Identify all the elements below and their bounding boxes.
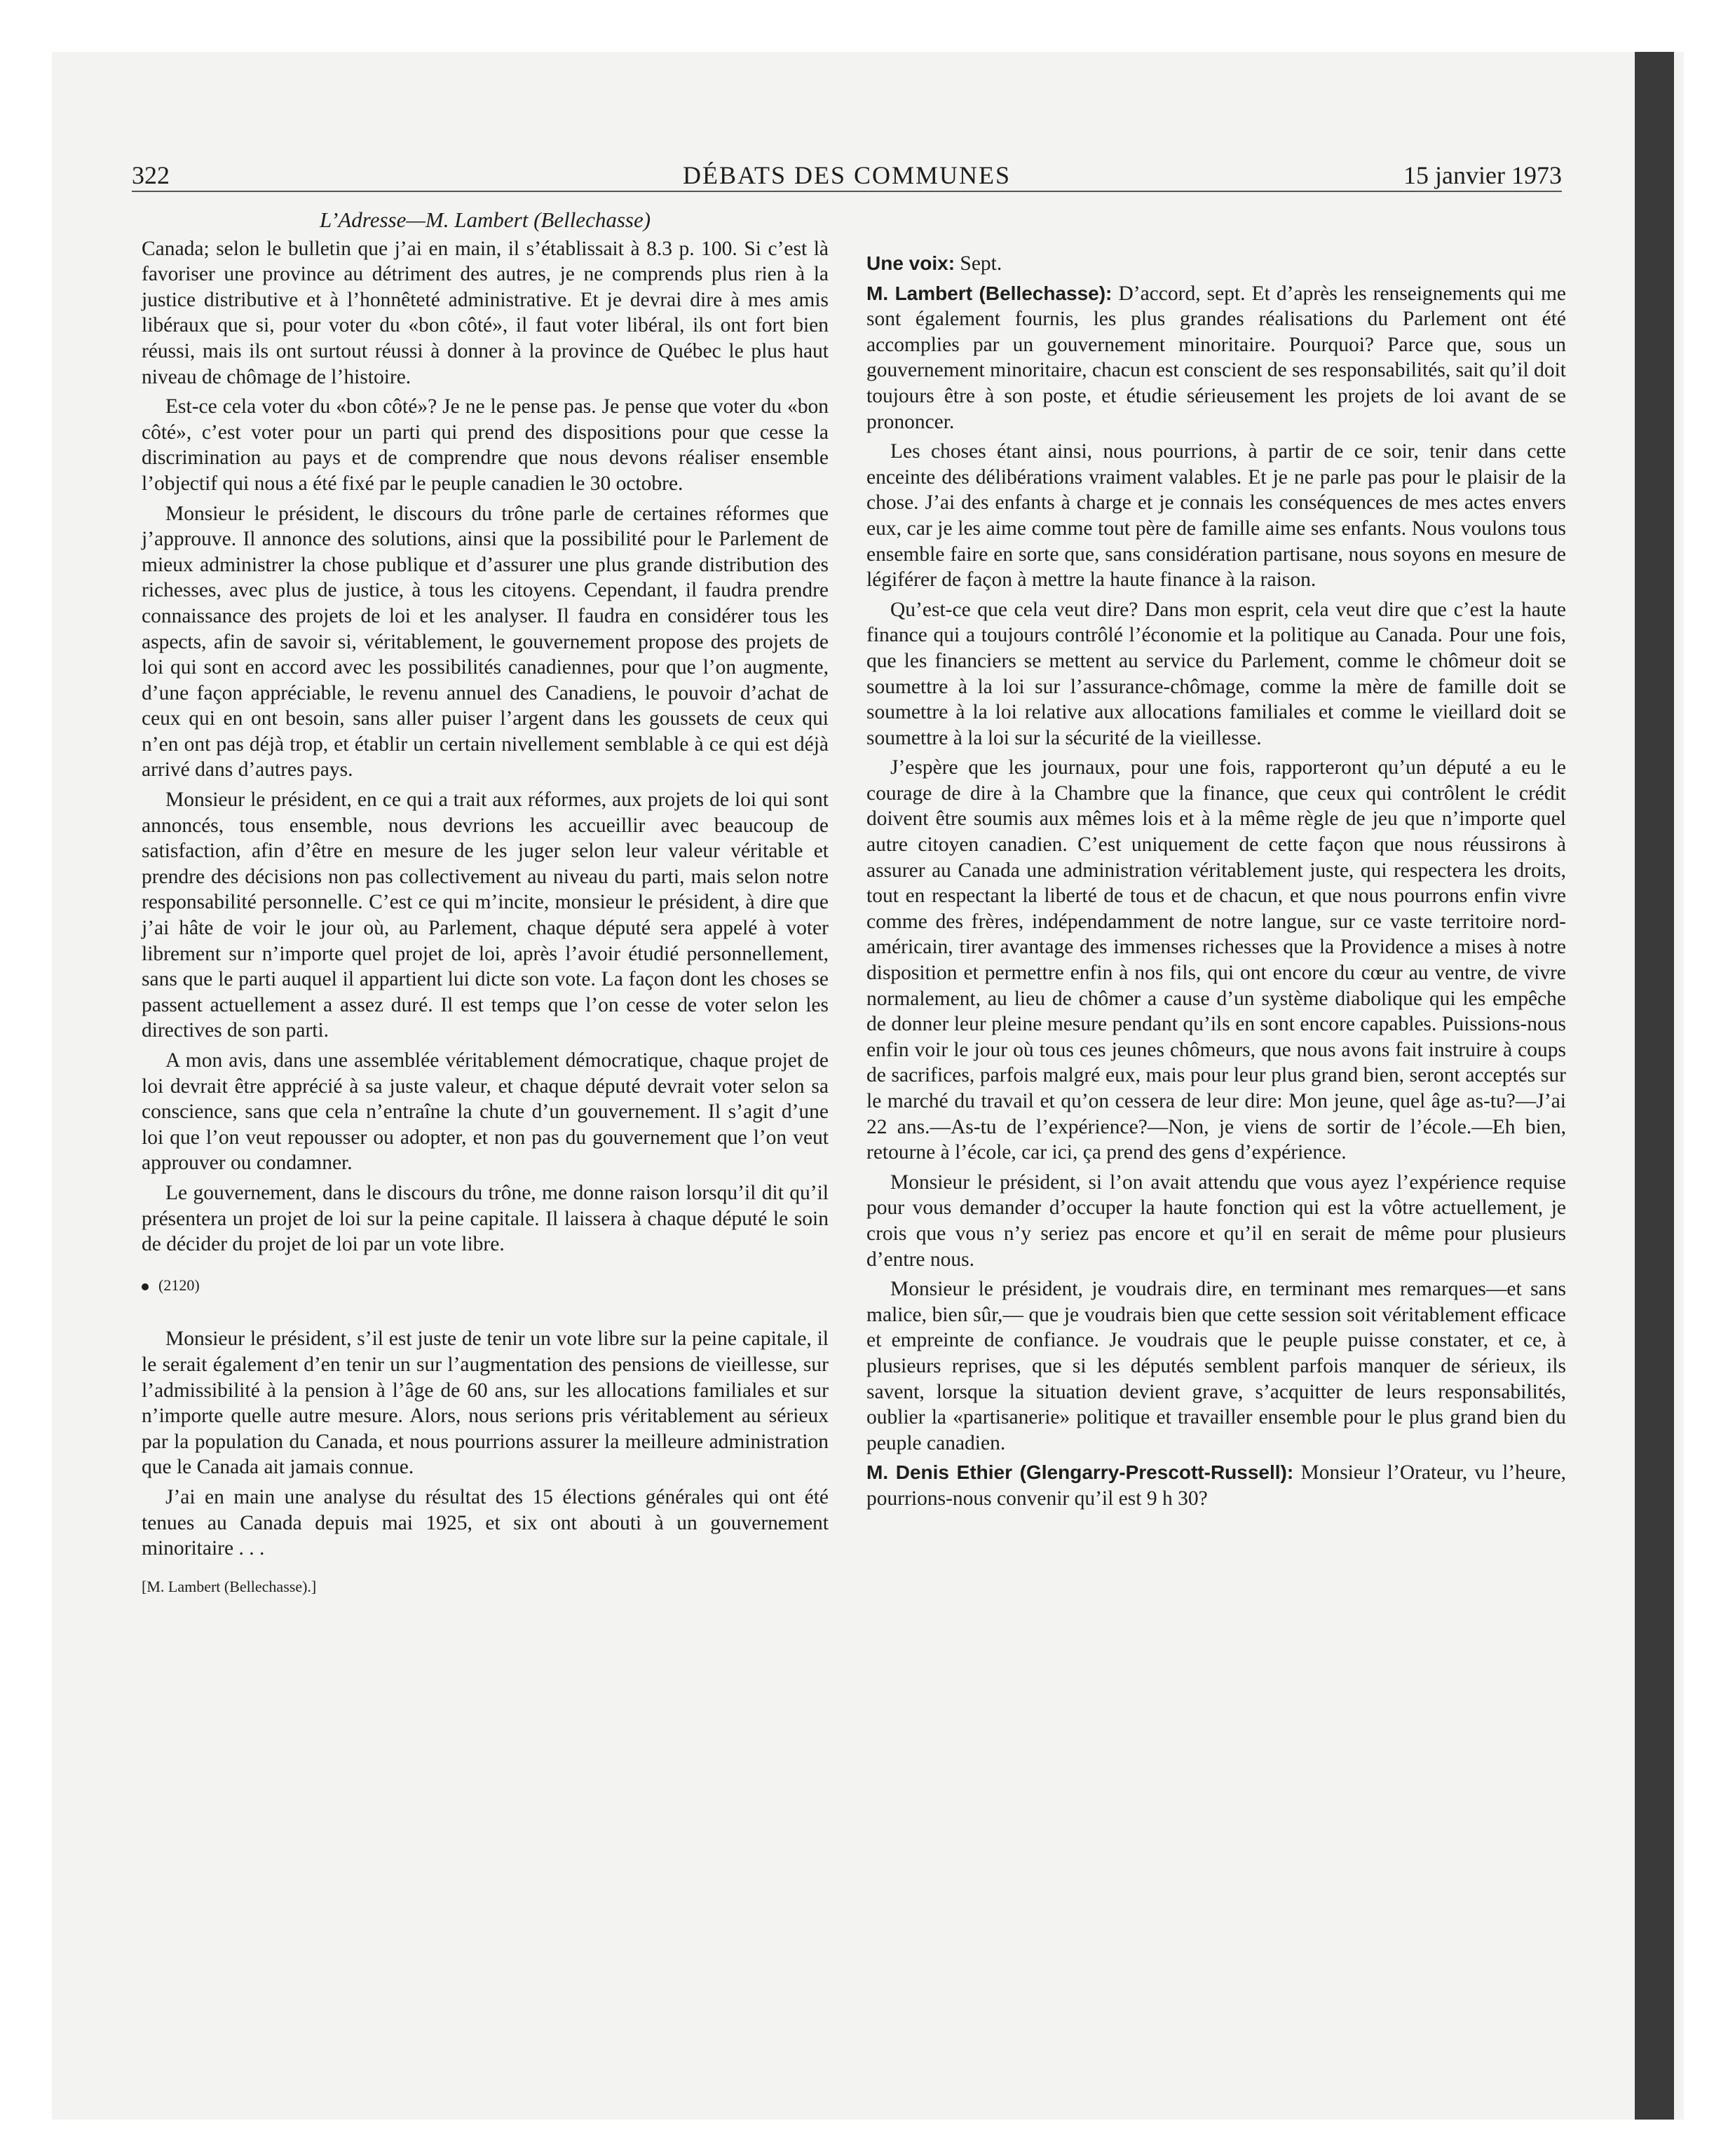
paragraph: J’ai en main une analyse du résultat des 15 élections générales qui ont été tenues au Canada depuis mai 1925, et six ont abouti à un gouvernement minoritaire . . . [142,1485,829,1560]
paragraph: Monsieur le président, je voudrais dire, en terminant mes remarques—et sans malice, bien sûr,— que je voudrais bien que cette session soit véritablement efficace et empreinte de confiance. Je voudrais que le peuple puisse constater, et ce, à plusieurs reprises, que si les députés semblent parfois manquer de sérieux, ils savent, lorsque la situation devient grave, s’acquitter de leurs responsabilités, oublier la «partisanerie» politique et travailler ensemble pour le plus grand bien du peuple canadien. [866,1278,1566,1454]
paragraph: Monsieur le président, le discours du trône parle de certaines réformes que j’approuve. Il annonce des solutions, ainsi que la possibilité pour le Parlement de mieux administrer la chose publique et d’assurer une plus grande distribution des richesses, avec plus de justice, à tous les citoyens. Cependant, il faudra prendre connaissance des projets de loi et les analyser. Il faudra en considérer tous les aspects, afin de savoir si, véritablement, le gouvernement propose des projets de loi qui sont en accord avec les possibilités canadiennes, pour que l’on augmente, d’une façon appréciable, le revenu annuel des Canadiens, le pouvoir d’achat de ceux qui en ont besoin, sans aller puiser l’argent dans les goussets de ceux qui n’en ont pas déjà trop, et établir un certain nivellement semblable à ce qui est déjà arrivé dans d’autres pays. [142,502,829,782]
speech-ethier [866,1460,1566,1511]
speech-text: D’accord, sept. Et d’après les renseignements qui me sont également fournis, les plus grandes réalisations du Parlement ont été accomplies par un gouvernement minoritaire. Pourquoi? Parce que, sous un gouvernement minoritaire, chacun est conscient de ses responsabilités, sait qu’il doit toujours être à son poste, et étudie sérieusement les projets de loi avant de se prononcer. [866,282,1566,433]
binding-edge [1635,52,1674,2120]
right-column [866,251,1566,1516]
speech-text: Monsieur l’Orateur, vu l’heure, pourrions-nous convenir qu’il est 9 h 30? [866,1461,1567,1510]
speech-voice [866,251,1566,277]
speech-lambert [866,281,1566,435]
paragraph: A mon avis, dans une assemblée véritablement démocratique, chaque projet de loi devrait être apprécié à sa juste valeur, et chaque député devrait voter selon sa conscience, sans que cela n’entraîne la chute d’un gouvernement. Il s’agit d’une loi que l’on veut repousser ou adopter, et non pas du gouvernement que l’on veut approuver ou condamner. [142,1049,829,1175]
paragraph: Monsieur le président, en ce qui a trait aux réformes, aux projets de loi qui sont annoncés, tous ensemble, nous devrions les accueillir avec beaucoup de satisfaction, afin d’être en mesure de les juger selon leur valeur véritable et prendre des décisions non pas collectivement au niveau du parti, mais selon notre responsabilité personnelle. C’est ce qui m’incite, monsieur le président, à dire que j’ai hâte de voir le jour où, au Parlement, chaque député sera appelé à voter librement sur n’importe quel projet de loi, après l’avoir étudié personnellement, sans que le parti auquel il appartient lui dicte son vote. La façon dont les choses se passent actuellement a assez duré. Il est temps que l’on cesse de voter selon les directives de son parti. [142,789,829,1042]
paragraph: Qu’est-ce que cela veut dire? Dans mon esprit, cela veut dire que c’est la haute finance qui a toujours contrôlé l’économie et la politique au Canada. Pour une fois, que les financiers se mettent au service du Parlement, comme le chômeur doit se soumettre à la loi sur l’assurance-chômage, comme la mère de famille doit se soumettre à la loi relative aux allocations familiales et comme le vieillard doit se soumettre à la loi sur la sécurité de la vieillesse. [866,598,1566,749]
journal-title: DÉBATS DES COMMUNES [682,161,1012,189]
section-subhead: L’Adresse—M. Lambert (Bellechasse) [319,207,651,232]
speaker-byline: [M. Lambert (Bellechasse).] [142,1577,317,1595]
bullet-icon [142,1283,149,1290]
speaker-name: M. Lambert (Bellechasse): [866,282,1113,304]
speaker-name: Une voix: [866,252,955,274]
time-marker-text: (2120) [158,1276,200,1294]
paragraph: Est-ce cela voter du «bon côté»? Je ne le pense pas. Je pense que voter du «bon côté», c’est voter pour un parti qui prend des dispositions pour que cesse la discrimination au pays et de comprendre que nous devons réaliser ensemble l’objectif qui nous a été fixé par le peuple canadien le 30 octobre. [142,395,829,495]
page-number: 322 [132,161,170,189]
paragraph: Monsieur le président, si l’on avait attendu que vous ayez l’expérience requise pour vous demander d’occuper la haute fonction qui est la vôtre actuellement, je crois que vous n’y seriez pas encore et qu’il en serait de même pour plusieurs d’entre nous. [866,1171,1566,1271]
paragraph: Les choses étant ainsi, nous pourrions, à partir de ce soir, tenir dans cette enceinte des délibérations vraiment valables. Et je ne parle pas pour le plaisir de la chose. J’ai des enfants à charge et je connais les conséquences de mes actes envers eux, car je les aime comme tout père de famille aime ses enfants. Nous voulons tous ensemble faire en sorte que, sans considération partisane, nous soyons en mesure de légiférer de façon à mettre la haute finance à la raison. [866,440,1566,592]
left-column [142,207,829,1604]
paragraph: J’espère que les journaux, pour une fois, rapporteront qu’un député a eu le courage de dire à la Chambre que la finance, que ceux qui contrôlent le crédit doivent être soumis aux mêmes lois et à la même règle de jeu que n’importe quel autre citoyen canadien. C’est uniquement de cette façon que nous réussirons à assurer au Canada une administration véritablement juste, qui respectera les droits, tout en respectant la liberté de tous et de chacun, et que nous pourrons enfin vivre comme des frères, indépendamment de notre langue, sur ce vaste territoire nord-américain, tirer avantage des immenses richesses que la Providence a mises à notre disposition et permettre enfin à nos fils, qui ont encore du cœur au ventre, de vivre normalement, au lieu de chômer a cause d’un système diabolique qui les empêche de donner leur pleine mesure pendant qu’ils en sont encore capables. Puissions-nous enfin voir le jour où tous ces jeunes chômeurs, que nous avons fait instruire à coups de sacrifices, parfois malgré eux, mais pour leur plus grand bien, seront acceptés sur le marché du travail et qu’on cessera de leur dire: Mon jeune, quel âge as-tu?—J’ai 22 ans.—As-tu de l’expérience?—Non, je viens de sortir de l’école.—Eh bien, retourne à l’école, car ici, ça prend des gens d’expérience. [866,756,1566,1164]
page-header [132,160,1562,192]
issue-date: 15 janvier 1973 [1403,161,1562,189]
paragraph: Le gouvernement, dans le discours du trône, me donne raison lorsqu’il dit qu’il présentera un projet de loi sur la peine capitale. Il laissera à chaque député le soin de décider du projet de loi par un vote libre. [142,1181,829,1256]
paragraph: Canada; selon le bulletin que j’ai en main, il s’établissait à 8.3 p. 100. Si c’est là favoriser une province au détriment des autres, je ne comprends plus rien à la justice distributive et à l’honnêteté administrative. Et je devrai dire à mes amis libéraux que si, pour voter du «bon côté», il faut voter libéral, ils ont fort bien réussi, mais ils ont surtout réussi à donner à la province de Québec le plus haut niveau de chômage de l’histoire. [142,237,829,388]
speech-text: Sept. [955,252,1002,275]
time-marker [142,1273,829,1299]
paragraph: Monsieur le président, s’il est juste de tenir un vote libre sur la peine capitale, il le serait également d’en tenir un sur l’augmentation des pensions de vieillesse, sur l’admissibilité à la pension à l’âge de 60 ans, sur les allocations familiales et sur n’importe quelle autre mesure. Alors, nous serions pris véritablement au sérieux par la population du Canada, et nous pourrions assurer la meilleure administration que le Canada ait jamais connue. [142,1328,829,1479]
speaker-name: M. Denis Ethier (Glengarry-Prescott-Russell): [866,1461,1294,1484]
